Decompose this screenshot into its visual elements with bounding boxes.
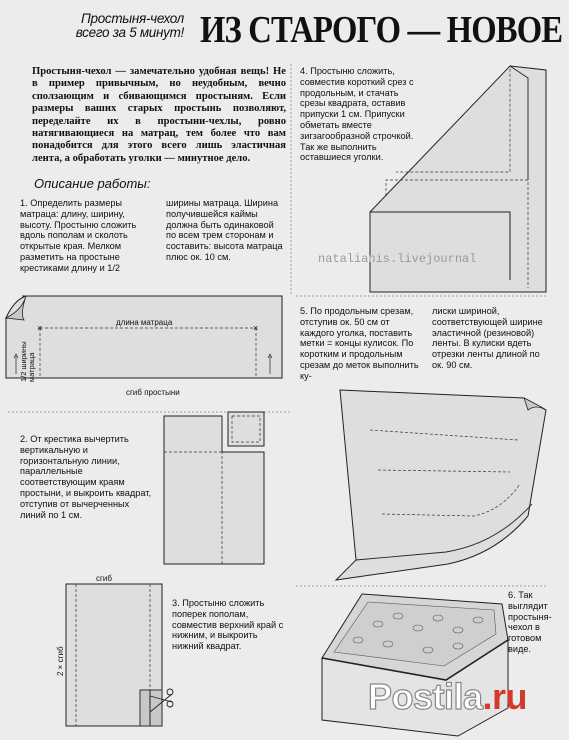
step-6-text: 6. Так выглядит простыня-чехол в готовом виде. [508,590,552,654]
site-logo: Postila.ru [368,676,528,717]
step-2-text: 2. От крестика вычертить вертикальную и горизонтальную линии, параллельные соответствующим краям простыни, и выкроить квадрат, отступив от вычерченных линий по 1 см. [20,434,152,520]
fold-label: сгиб [96,574,112,583]
intro-paragraph: Простыня-чехол — замечательно удобная вещь! Не в пример привычным, но неудобным, вечно сползающим и сбивающимся простыням. Если размеры ваших старых простынь позволяют, переделайте их в простыни-чехлы, ровно натягивающиеся на матрац, тем более что вам понадобится для этого всего лишь эластичная лента, а обработать уголки — минутное дело. [32,66,286,164]
step-1-text-a: 1. Определить размеры матраца: длину, ширину, высоту. Простыню сложить вдоль пополам и сколоть открытые края. Мелком разметить на простыне крестиками длину и 1/2 [20,198,137,273]
diagram-3-sheet [46,580,176,730]
mattress-length-label: длина матраца [116,318,173,327]
step-5-text-a: 5. По продольным срезам, отступив ок. 50 см от каждого уголка, поставить метки = концы кулисок. По коротким и продольным срезам до меток выполнить ку- [300,306,419,381]
watermark: natalianis.livejournal [318,252,477,266]
diagram-1-sheet [0,290,290,400]
diagram-5-sheet [296,384,558,584]
step-3-text: 3. Простыню сложить поперек пополам, совместив верхний край с нижним, и выкроить нижний квадрат. [172,598,284,652]
step-4-text: 4. Простыню сложить, совместив короткий срез с продольным, и стачать срезы квадрата, оставив припуски 1 см. Припуски обметать вместе зигзагообразной строчкой. Так же выполнить оставшиеся уголки. [300,66,414,163]
subtitle: Простыня-чехол всего за 5 минут! [75,11,184,40]
half-width-label: 1/2 ширины матраца [19,341,36,382]
section-heading: Описание работы: [34,176,151,191]
svg-text:×: × [253,323,259,333]
two-fold-label: 2 × сгиб [56,646,65,676]
svg-text:×: × [37,323,43,333]
step-1-text-b: ширины матраца. Ширина получившейся каймы должна быть одинаковой по всем трем сторонам и составить: высота матраца плюс ок. 10 см. [166,198,283,262]
diagram-2-sheet [160,412,270,572]
fold-sheet-label: сгиб простыни [126,388,180,397]
page-title: ИЗ СТАРОГО — НОВОЕ [200,9,563,51]
step-5-text-b: лиски шириной, соответствующей ширине эластичной (резиновой) ленты. В кулиски вдеть отрезки ленты длиной по ок. 90 см. [432,306,543,370]
